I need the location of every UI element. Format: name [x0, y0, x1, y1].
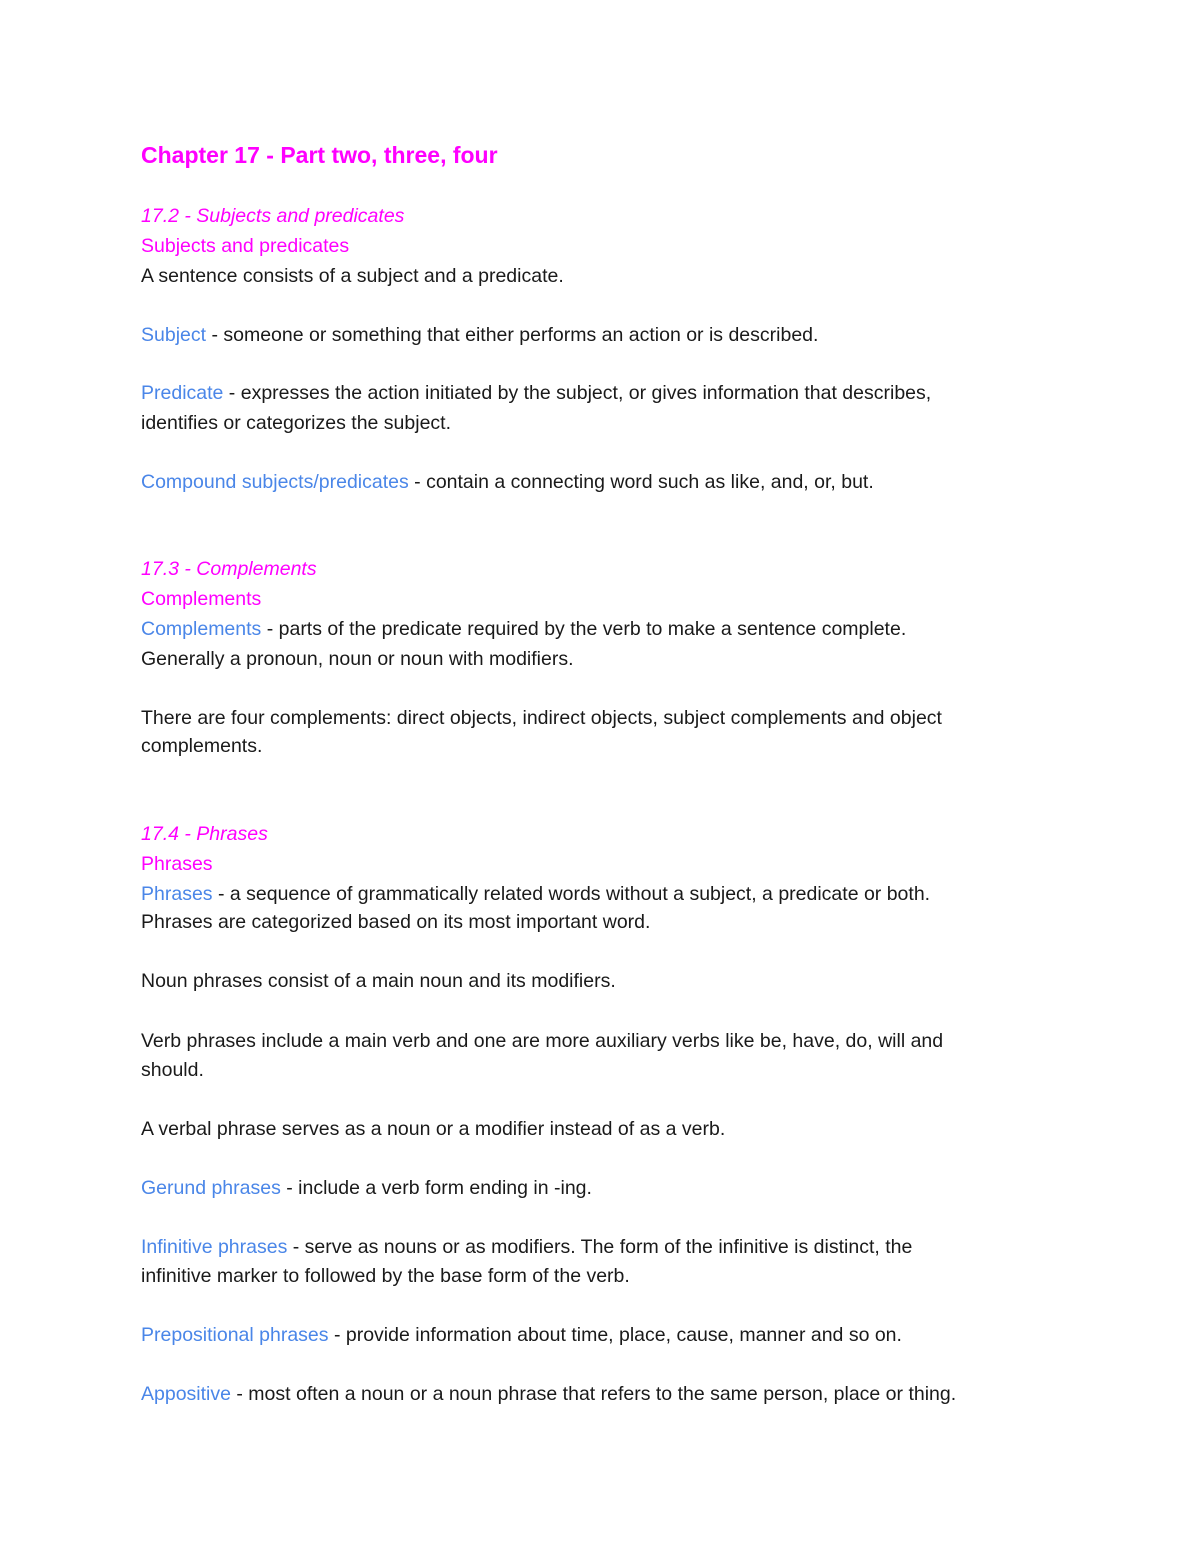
document-title: Chapter 17 - Part two, three, four — [141, 142, 498, 168]
definition-text: - serve as nouns or as modifiers. The form of the infinitive is distinct, the — [287, 1236, 913, 1258]
section-number-heading: 17.3 - Complements — [141, 558, 317, 580]
paragraph: Noun phrases consist of a main noun and its modifiers. — [141, 970, 616, 992]
term: Prepositional phrases — [141, 1324, 329, 1346]
term: Compound subjects/predicates — [141, 471, 409, 493]
definition-subject — [141, 320, 818, 350]
term: Subject — [141, 324, 207, 346]
definition-prepositional — [141, 1320, 902, 1350]
definition-gerund — [141, 1173, 592, 1203]
definition-text: - provide information about time, place, cause, manner and so on. — [328, 1324, 902, 1346]
definition-text-continued: Generally a pronoun, noun or noun with modifiers. — [141, 648, 574, 670]
definition-infinitive — [141, 1232, 912, 1262]
definition-appositive — [141, 1379, 956, 1409]
term: Infinitive phrases — [141, 1236, 288, 1258]
section-number-heading: 17.4 - Phrases — [141, 823, 268, 845]
section-heading: Phrases — [141, 853, 213, 875]
term: Phrases — [141, 883, 213, 905]
definition-text: - contain a connecting word such as like, and, or, but. — [408, 471, 874, 493]
section-heading: Complements — [141, 588, 262, 610]
definition-text: - expresses the action initiated by the subject, or gives information that describes, — [223, 382, 932, 404]
definition-text-continued: infinitive marker to followed by the base form of the verb. — [141, 1265, 630, 1287]
definition-compound — [141, 467, 874, 497]
definition-complements — [141, 614, 906, 644]
term: Gerund phrases — [141, 1177, 281, 1199]
paragraph: A verbal phrase serves as a noun or a modifier instead of as a verb. — [141, 1118, 726, 1140]
definition-text-continued: Phrases are categorized based on its most important word. — [141, 911, 651, 933]
definition-text: - someone or something that either performs an action or is described. — [206, 324, 819, 346]
term: Appositive — [141, 1383, 231, 1405]
term: Predicate — [141, 382, 224, 404]
definition-text: - a sequence of grammatically related words without a subject, a predicate or both. — [212, 883, 931, 905]
definition-text: - include a verb form ending in -ing. — [280, 1177, 592, 1199]
section-heading: Subjects and predicates — [141, 235, 350, 257]
paragraph-continued: should. — [141, 1059, 204, 1081]
paragraph: Verb phrases include a main verb and one are more auxiliary verbs like be, have, do, will and — [141, 1030, 944, 1052]
definition-phrases — [141, 879, 930, 909]
definition-text: - most often a noun or a noun phrase that refers to the same person, place or thing. — [230, 1383, 957, 1405]
definition-predicate — [141, 378, 931, 408]
paragraph: A sentence consists of a subject and a predicate. — [141, 265, 564, 287]
paragraph: There are four complements: direct objects, indirect objects, subject complements and object — [141, 707, 942, 729]
definition-text-continued: identifies or categorizes the subject. — [141, 412, 452, 434]
paragraph-continued: complements. — [141, 735, 263, 757]
term: Complements — [141, 618, 262, 640]
definition-text: - parts of the predicate required by the verb to make a sentence complete. — [261, 618, 907, 640]
section-number-heading: 17.2 - Subjects and predicates — [141, 205, 405, 227]
